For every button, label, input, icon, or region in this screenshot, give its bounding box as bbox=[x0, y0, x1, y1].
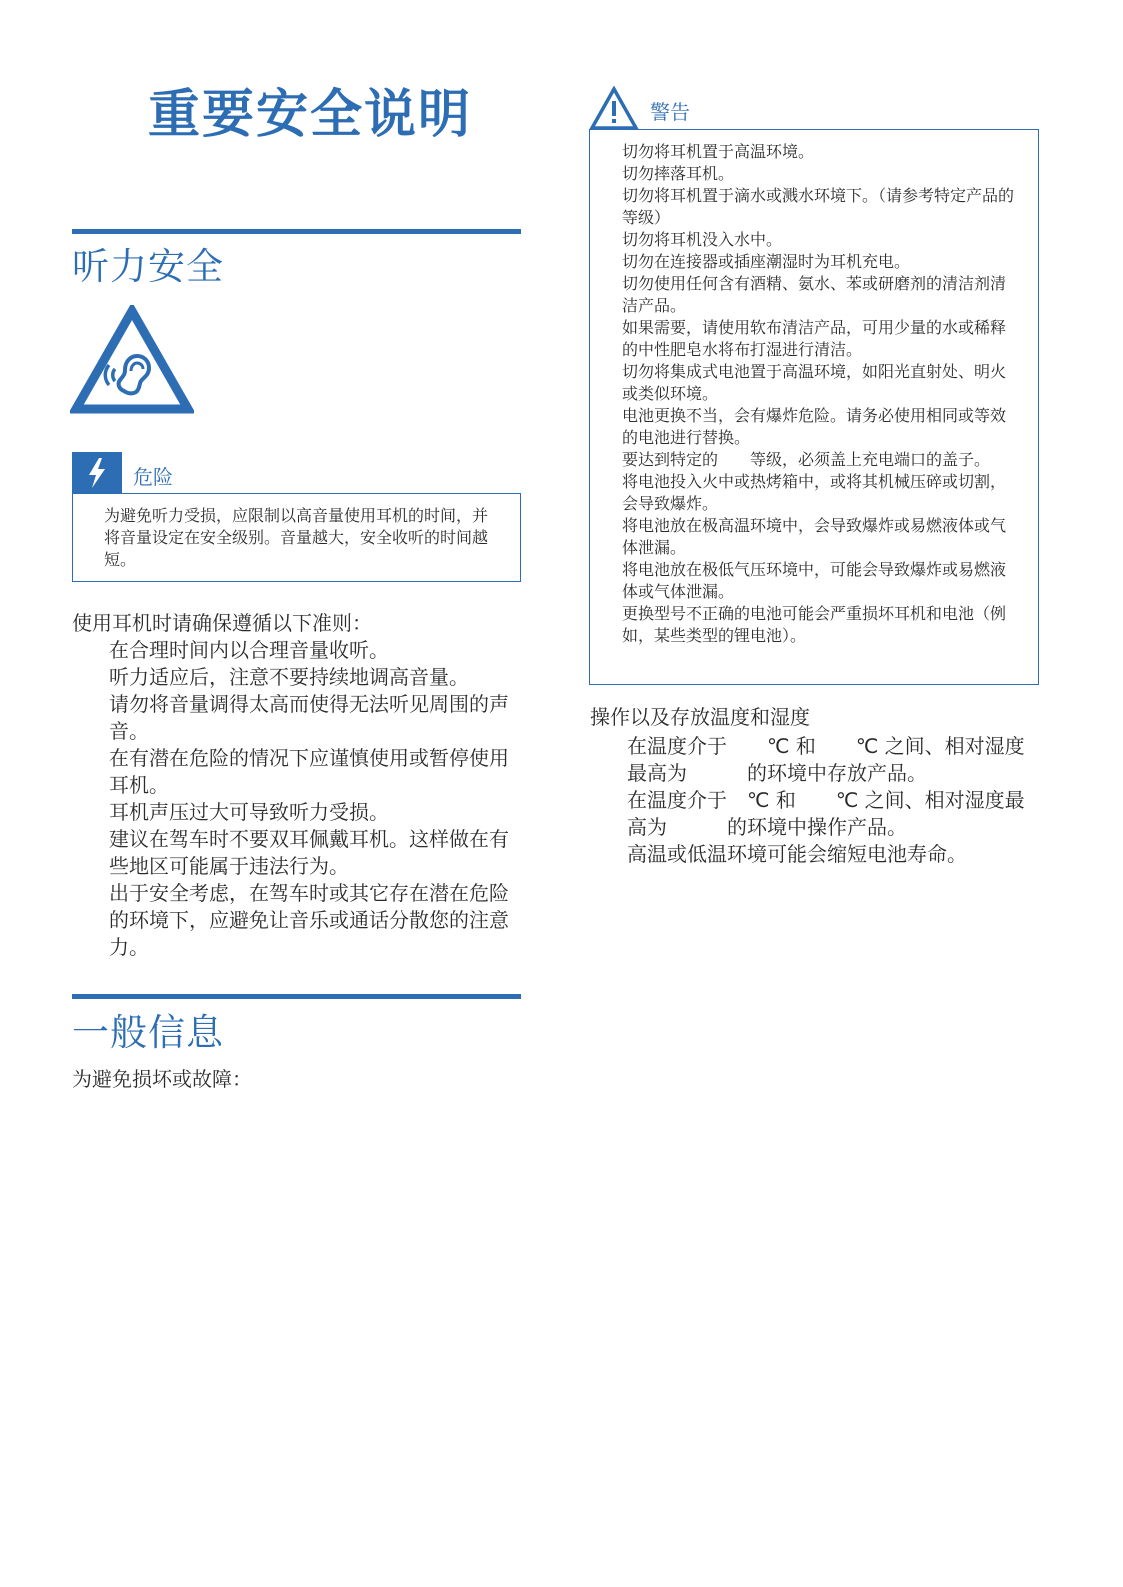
warning-triangle-icon bbox=[589, 86, 639, 131]
list-item: 将电池放在极低气压环境中，可能会导致爆炸或易燃液体或气体泄漏。 bbox=[622, 560, 1007, 601]
general-section-heading: 一般信息 bbox=[72, 1011, 224, 1054]
list-item: 建议在驾车时不要双耳佩戴耳机。这样做在有些地区可能属于违法行为。 bbox=[109, 827, 509, 878]
hearing-section-rule bbox=[72, 229, 521, 234]
general-intro: 为避免损坏或故障： bbox=[72, 1067, 252, 1091]
list-item: 听力适应后，注意不要持续地调高音量。 bbox=[109, 665, 469, 689]
list-item: 高温或低温环境可能会缩短电池寿命。 bbox=[627, 842, 967, 866]
list-item: 切勿摔落耳机。 bbox=[622, 164, 735, 183]
warning-list bbox=[622, 141, 1047, 647]
hearing-hazard-icon bbox=[70, 305, 194, 415]
warning-label: 警告 bbox=[650, 100, 690, 124]
list-item: 出于安全考虑，在驾车时或其它存在潜在危险的环境下，应避免让音乐或通话分散您的注意力。 bbox=[109, 881, 509, 959]
list-item: 切勿将耳机没入水中。 bbox=[622, 230, 783, 249]
list-item: 更换型号不正确的电池可能会严重损坏耳机和电池（例如，某些类型的锂电池）。 bbox=[622, 604, 1007, 645]
list-item: 将电池放在极高温环境中，会导致爆炸或易燃液体或气体泄漏。 bbox=[622, 516, 1007, 557]
hearing-section-heading: 听力安全 bbox=[72, 245, 224, 288]
list-item: 在合理时间内以合理音量收听。 bbox=[109, 638, 389, 662]
list-item: 要达到特定的 等级，必须盖上充电端口的盖子。 bbox=[622, 450, 991, 469]
list-item: 耳机声压过大可导致听力受损。 bbox=[109, 800, 389, 824]
list-item: 切勿在连接器或插座潮湿时为耳机充电。 bbox=[622, 252, 911, 271]
danger-label: 危险 bbox=[133, 465, 173, 489]
lightning-icon bbox=[72, 452, 122, 494]
list-item: 在温度介于 ℃ 和 ℃ 之间、相对湿度最高为 的环境中操作产品。 bbox=[627, 788, 1025, 839]
list-item: 电池更换不当，会有爆炸危险。请务必使用相同或等效的电池进行替换。 bbox=[622, 406, 1007, 447]
guidelines-intro: 使用耳机时请确保遵循以下准则： bbox=[72, 611, 372, 635]
list-item: 切勿将耳机置于高温环境。 bbox=[622, 142, 815, 161]
general-section-rule bbox=[72, 994, 521, 999]
danger-text: 为避免听力受损，应限制以高音量使用耳机的时间，并将音量设定在安全级别。音量越大，安全收听的时间越短。 bbox=[104, 506, 489, 569]
list-item: 如果需要，请使用软布清洁产品，可用少量的水或稀释的中性肥皂水将布打湿进行清洁。 bbox=[622, 318, 1007, 359]
list-item: 将电池投入火中或热烤箱中，或将其机械压碎或切割，会导致爆炸。 bbox=[622, 472, 1007, 513]
environment-list bbox=[627, 733, 1037, 868]
list-item: 请勿将音量调得太高而使得无法听见周围的声音。 bbox=[109, 692, 509, 743]
list-item: 切勿使用任何含有酒精、氨水、苯或研磨剂的清洁剂清洁产品。 bbox=[622, 274, 1007, 315]
guidelines-list bbox=[109, 637, 517, 961]
list-item: 切勿将集成式电池置于高温环境，如阳光直射处、明火或类似环境。 bbox=[622, 362, 1007, 403]
list-item: 在温度介于 ℃ 和 ℃ 之间、相对湿度最高为 的环境中存放产品。 bbox=[627, 734, 1025, 785]
list-item: 在有潜在危险的情况下应谨慎使用或暂停使用耳机。 bbox=[109, 746, 509, 797]
page-title: 重要安全说明 bbox=[148, 85, 473, 145]
environment-heading: 操作以及存放温度和湿度 bbox=[590, 705, 810, 729]
list-item: 切勿将耳机置于滴水或溅水环境下。（请参考特定产品的 等级） bbox=[622, 186, 1047, 227]
